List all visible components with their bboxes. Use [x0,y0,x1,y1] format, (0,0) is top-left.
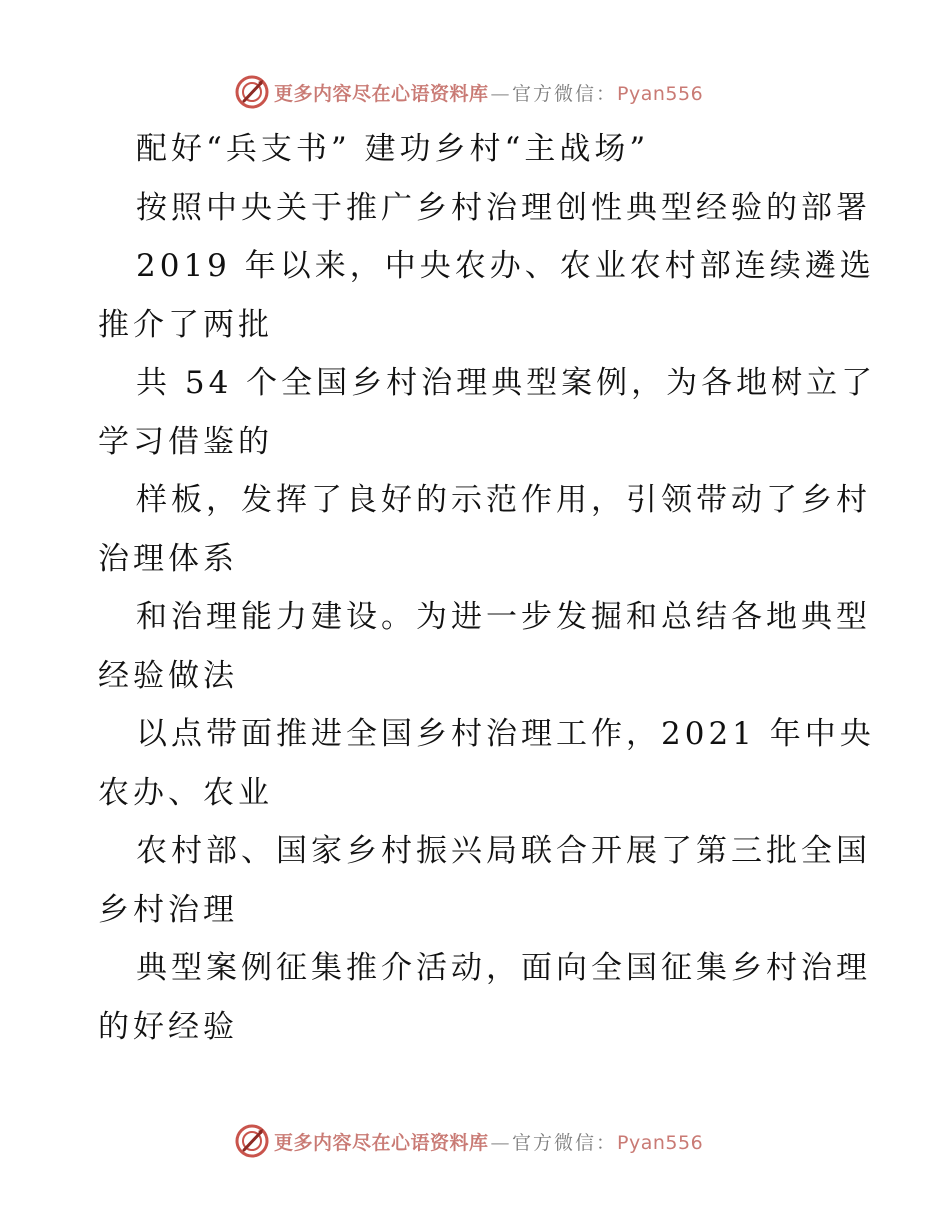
watermark-header [234,72,754,112]
body-line: 典型案例征集推介活动，面向全国征集乡村治理 [136,950,871,986]
watermark-label: 官方微信： [512,82,618,105]
body-line: 样板，发挥了良好的示范作用，引领带动了乡村 [136,482,871,518]
body-line: 治理体系 [98,540,238,577]
body-line: 和治理能力建设。为进一步发掘和总结各地典型 [136,599,871,635]
body-line: 2019 年以来，中央农办、农业农村部连续遴选 [136,248,875,284]
body-line: 共 54 个全国乡村治理典型案例，为各地树立了 [136,365,877,401]
body-line-title: 配好“兵支书” 建功乡村“主战场” [136,131,650,167]
brand-logo-icon [234,1123,270,1159]
watermark-separator: — [490,1131,511,1154]
body-line: 学习借鉴的 [98,423,273,460]
watermark-label: 官方微信： [512,1131,618,1154]
watermark-wechat-id: Pyan556 [617,82,704,105]
watermark-brand: 更多内容尽在心语资料库 [274,82,489,105]
document-body [98,120,877,1056]
watermark-footer [234,1121,754,1161]
body-line: 按照中央关于推广乡村治理创性典型经验的部署 [136,189,871,226]
body-line: 农办、农业 [98,774,273,811]
body-line: 的好经验 [98,1008,238,1045]
brand-logo-icon [234,74,270,110]
watermark-separator: — [490,82,511,105]
watermark-brand: 更多内容尽在心语资料库 [274,1131,489,1154]
body-line: 农村部、国家乡村振兴局联合开展了第三批全国 [136,833,871,869]
body-line: 推介了两批 [98,306,273,343]
watermark-wechat-id: Pyan556 [617,1131,704,1154]
watermark-text [274,1128,703,1155]
watermark-text [274,79,703,106]
body-line: 经验做法 [98,657,238,694]
body-line: 以点带面推进全国乡村治理工作，2021 年中央 [136,716,875,752]
body-line: 乡村治理 [98,891,238,928]
